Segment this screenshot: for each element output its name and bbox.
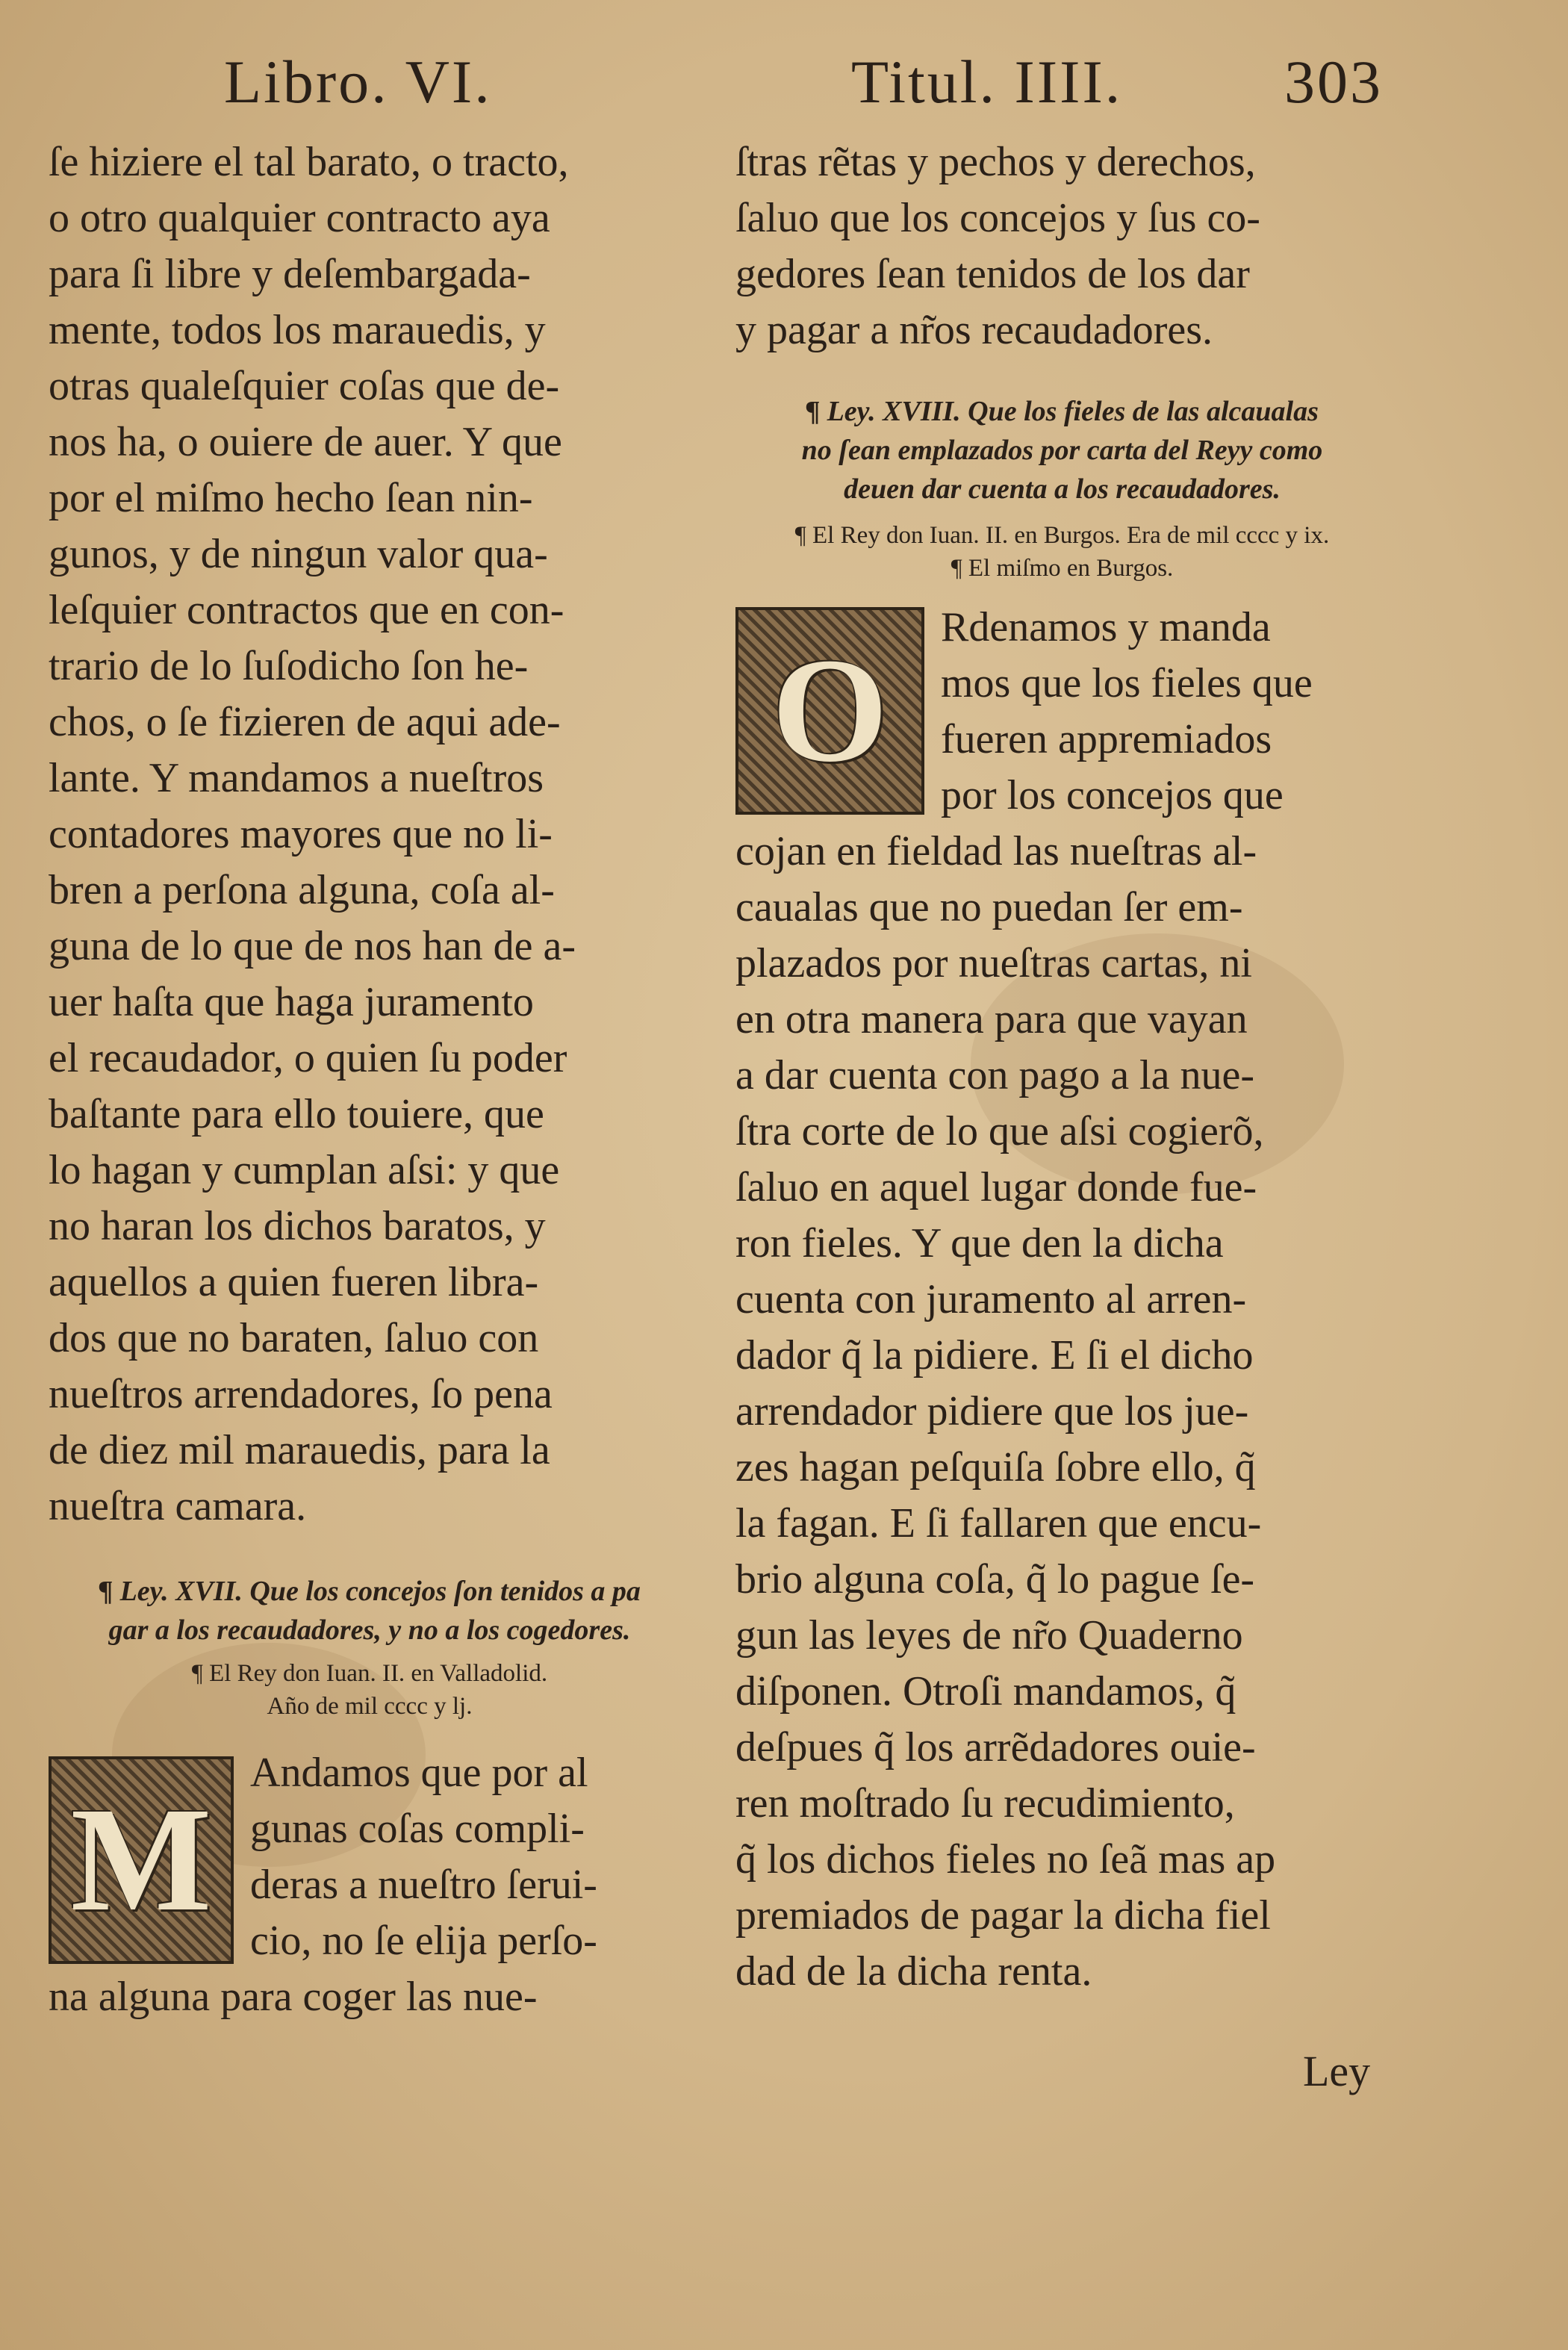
text-line: por los concejos que (941, 772, 1284, 818)
left-after-initial-text (49, 1969, 691, 2025)
text-line: mente, todos los marauedis, y (49, 307, 546, 353)
text-line: por el miſmo hecho ſean nin- (49, 475, 533, 521)
law-xviii-opening (735, 600, 1389, 824)
text-line: cuenta con juramento al arren- (735, 1276, 1247, 1322)
text-line: brio alguna coſa, q̃ lo pague ſe- (735, 1556, 1255, 1603)
law-title-line: gar a los recaudadores, y no a los cogedores. (108, 1614, 631, 1646)
text-line: arrendador pidiere que los jue- (735, 1388, 1249, 1434)
initial-letter: M (70, 1777, 212, 1942)
law-title-line: no ſean emplazados por carta del Reyy como (801, 435, 1323, 466)
text-line: mos que los fieles que (941, 660, 1313, 706)
text-line: nueſtros arrendadores, ſo pena (49, 1371, 553, 1417)
text-line: gunos, y de ningun valor qua- (49, 531, 548, 577)
text-line: caualas que no puedan ſer em- (735, 884, 1243, 930)
text-line: leſquier contractos que en con- (49, 587, 564, 633)
text-line: ſtras rẽtas y pechos y derechos, (735, 139, 1256, 185)
text-line: ren moſtrado ſu recudimiento, (735, 1780, 1235, 1827)
text-line: de diez mil marauedis, para la (49, 1427, 550, 1473)
text-line: ſtra corte de lo que aſsi cogierõ, (735, 1108, 1264, 1154)
text-line: nos ha, o ouiere de auer. Y que (49, 419, 562, 465)
text-line: en otra manera para que vayan (735, 996, 1248, 1042)
law-source-line: ¶ El miſmo en Burgos. (951, 555, 1174, 582)
text-line: gedores ſean tenidos de los dar (735, 251, 1250, 297)
running-header (0, 41, 1568, 123)
text-line: gunas coſas compli- (250, 1806, 585, 1852)
law-xviii-source (735, 519, 1389, 585)
text-line: la fagan. E ſi fallaren que encu- (735, 1500, 1262, 1547)
text-line: a dar cuenta con pago a la nue- (735, 1052, 1254, 1098)
text-line: el recaudador, o quien ſu poder (49, 1035, 567, 1081)
text-line: gun las leyes de nr̃o Quaderno (735, 1612, 1243, 1659)
text-line: fueren appremiados (941, 716, 1272, 762)
initial-adjacent-lines (941, 600, 1313, 824)
text-line: deras a nueſtro ſerui- (250, 1862, 597, 1908)
law-source-line: ¶ El Rey don Iuan. II. en Valladolid. (191, 1660, 548, 1687)
left-body-text (49, 134, 691, 1535)
law-xvii-title (49, 1572, 691, 1650)
decorated-initial-o (735, 607, 924, 815)
decorated-initial-m (49, 1756, 234, 1964)
law-xvii-source (49, 1657, 691, 1723)
law-title-line: deuen dar cuenta a los recaudadores. (844, 473, 1281, 505)
header-book: Libro. VI. (224, 48, 492, 116)
text-line: lo hagan y cumplan aſsi: y que (49, 1147, 560, 1193)
text-line: chos, o ſe fizieren de aqui ade- (49, 699, 561, 745)
text-line: plazados por nueſtras cartas, ni (735, 940, 1252, 986)
text-line: no haran los dichos baratos, y (49, 1203, 546, 1249)
law-title-line: ¶ Ley. XVII. Que los concejos ſon tenidos a pa (99, 1576, 641, 1607)
text-line: cio, no ſe elija perſo- (250, 1918, 597, 1964)
text-line: dos que no baraten, ſaluo con (49, 1315, 539, 1361)
text-line: ſe hiziere el tal barato, o tracto, (49, 139, 569, 185)
law-xviii-title (735, 392, 1389, 509)
text-line: ron fieles. Y que den la dicha (735, 1220, 1224, 1266)
text-line: otras qualeſquier coſas que de- (49, 363, 560, 409)
text-line: cojan en fieldad las nueſtras al- (735, 828, 1257, 874)
law-xvii-opening (49, 1745, 691, 1969)
text-line: y pagar a nr̃os recaudadores. (735, 307, 1213, 353)
text-line: uer haſta que haga juramento (49, 979, 534, 1025)
text-line: o otro qualquier contracto aya (49, 195, 550, 241)
text-line: nueſtra camara. (49, 1483, 307, 1529)
text-line: ſaluo en aquel lugar donde fue- (735, 1164, 1257, 1210)
text-line: para ſi libre y deſembargada- (49, 251, 531, 297)
text-line: q̃ los dichos fieles no ſeã mas ap (735, 1836, 1276, 1883)
initial-letter: O (771, 628, 889, 793)
header-title: Titul. IIII. (851, 48, 1123, 116)
right-top-text (735, 134, 1389, 358)
text-line: Andamos que por al (250, 1750, 588, 1796)
right-column (735, 134, 1389, 2000)
right-after-initial-text (735, 824, 1389, 2000)
text-line: zes hagan peſquiſa ſobre ello, q̃ (735, 1444, 1256, 1490)
text-line: deſpues q̃ los arrẽdadores ouie- (735, 1724, 1256, 1771)
text-line: Rdenamos y manda (941, 604, 1271, 650)
text-line: aquellos a quien fueren libra- (49, 1259, 539, 1305)
text-line: baſtante para ello touiere, que (49, 1091, 544, 1137)
text-line: contadores mayores que no li- (49, 811, 553, 857)
law-title-line: ¶ Ley. XVIII. Que los fieles de las alcaualas (806, 396, 1319, 427)
law-source-line: Año de mil cccc y lj. (267, 1693, 473, 1720)
text-line: lante. Y mandamos a nueſtros (49, 755, 544, 801)
text-line: trario de lo ſuſodicho ſon he- (49, 643, 529, 689)
law-source-line: ¶ El Rey don Iuan. II. en Burgos. Era de mil cccc y ix. (794, 522, 1330, 549)
catchword: Ley (1303, 2047, 1371, 2095)
text-line: dador q̃ la pidiere. E ſi el dicho (735, 1332, 1254, 1378)
text-line: diſponen. Otroſi mandamos, q̃ (735, 1668, 1236, 1715)
text-line: na alguna para coger las nue- (49, 1974, 538, 2020)
initial-adjacent-lines (250, 1745, 597, 1969)
left-column (49, 134, 691, 2025)
text-line: dad de la dicha renta. (735, 1948, 1092, 1995)
text-line: ſaluo que los concejos y ſus co- (735, 195, 1260, 241)
text-line: guna de lo que de nos han de a- (49, 923, 576, 969)
text-line: premiados de pagar la dicha fiel (735, 1892, 1271, 1939)
folio-number: 303 (1284, 48, 1383, 116)
text-line: bren a perſona alguna, coſa al- (49, 867, 555, 913)
